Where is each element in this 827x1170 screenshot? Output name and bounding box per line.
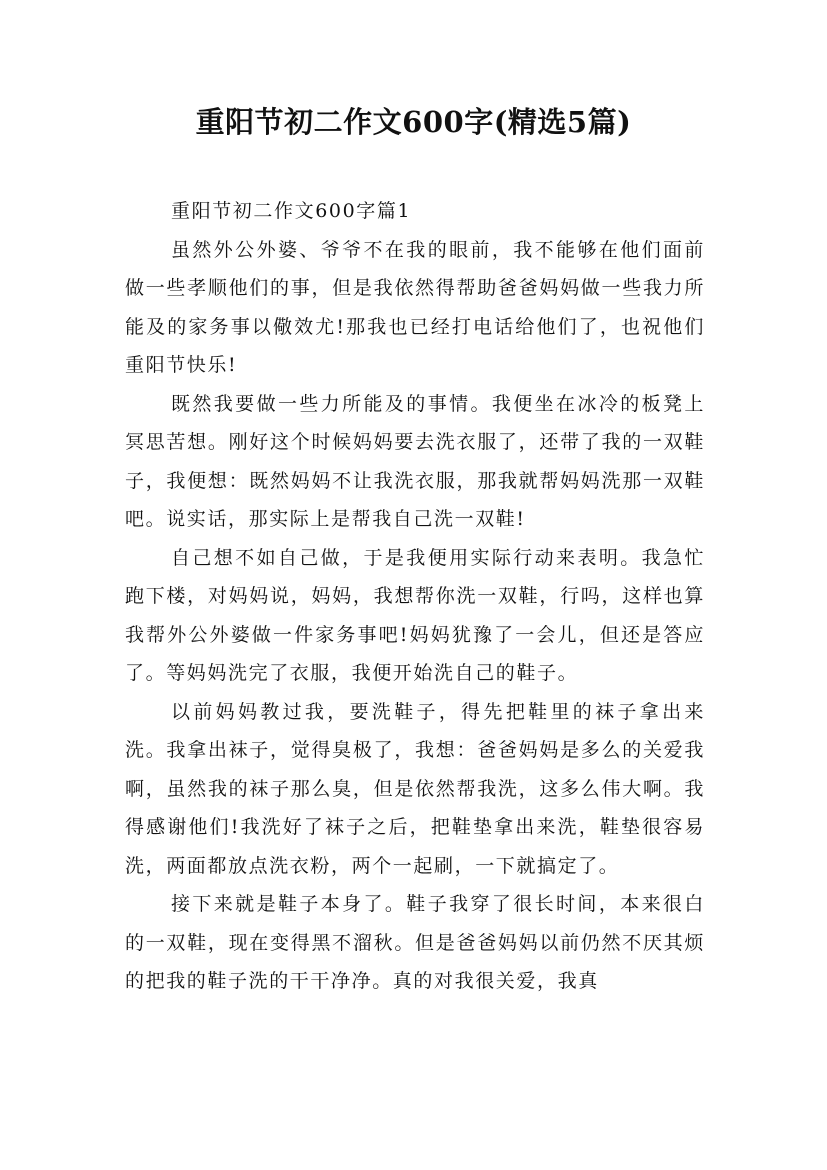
paragraph-4: 以前妈妈教过我，要洗鞋子，得先把鞋里的袜子拿出来洗。我拿出袜子，觉得臭极了，我想：爸爸妈妈是多么的关爱我啊，虽然我的袜子那么臭，但是依然帮我洗，这多么伟大啊。我得感谢他们!我洗好了袜子之后，把鞋垫拿出来洗，鞋垫很容易洗，两面都放点洗衣粉，两个一起刷，一下就搞定了。 (125, 700, 705, 877)
paragraph-3: 自己想不如自己做，于是我便用实际行动来表明。我急忙跑下楼，对妈妈说，妈妈，我想帮你洗一双鞋，行吗，这样也算我帮外公外婆做一件家务事吧!妈妈犹豫了一会儿，但还是答应了。等妈妈洗完了衣服，我便开始洗自己的鞋子。 (125, 546, 705, 684)
document-title: 重阳节初二作文600字(精选5篇) (195, 105, 632, 139)
paragraph-1: 虽然外公外婆、爷爷不在我的眼前，我不能够在他们面前做一些孝顺他们的事，但是我依然得帮助爸爸妈妈做一些我力所能及的家务事以儆效尤!那我也已经打电话给他们了，也祝他们重阳节快乐! (125, 238, 705, 376)
document-body (125, 192, 705, 1001)
paragraph-2: 既然我要做一些力所能及的事情。我便坐在冰冷的板凳上冥思苦想。刚好这个时候妈妈要去洗衣服了，还带了我的一双鞋子，我便想：既然妈妈不让我洗衣服，那我就帮妈妈洗那一双鞋吧。说实话，那实际上是帮我自己洗一双鞋! (125, 392, 705, 530)
section-heading: 重阳节初二作文600字篇1 (171, 200, 412, 222)
paragraph-5: 接下来就是鞋子本身了。鞋子我穿了很长时间，本来很白的一双鞋，现在变得黑不溜秋。但是爸爸妈妈以前仍然不厌其烦的把我的鞋子洗的干干净净。真的对我很关爱，我真 (125, 893, 705, 992)
